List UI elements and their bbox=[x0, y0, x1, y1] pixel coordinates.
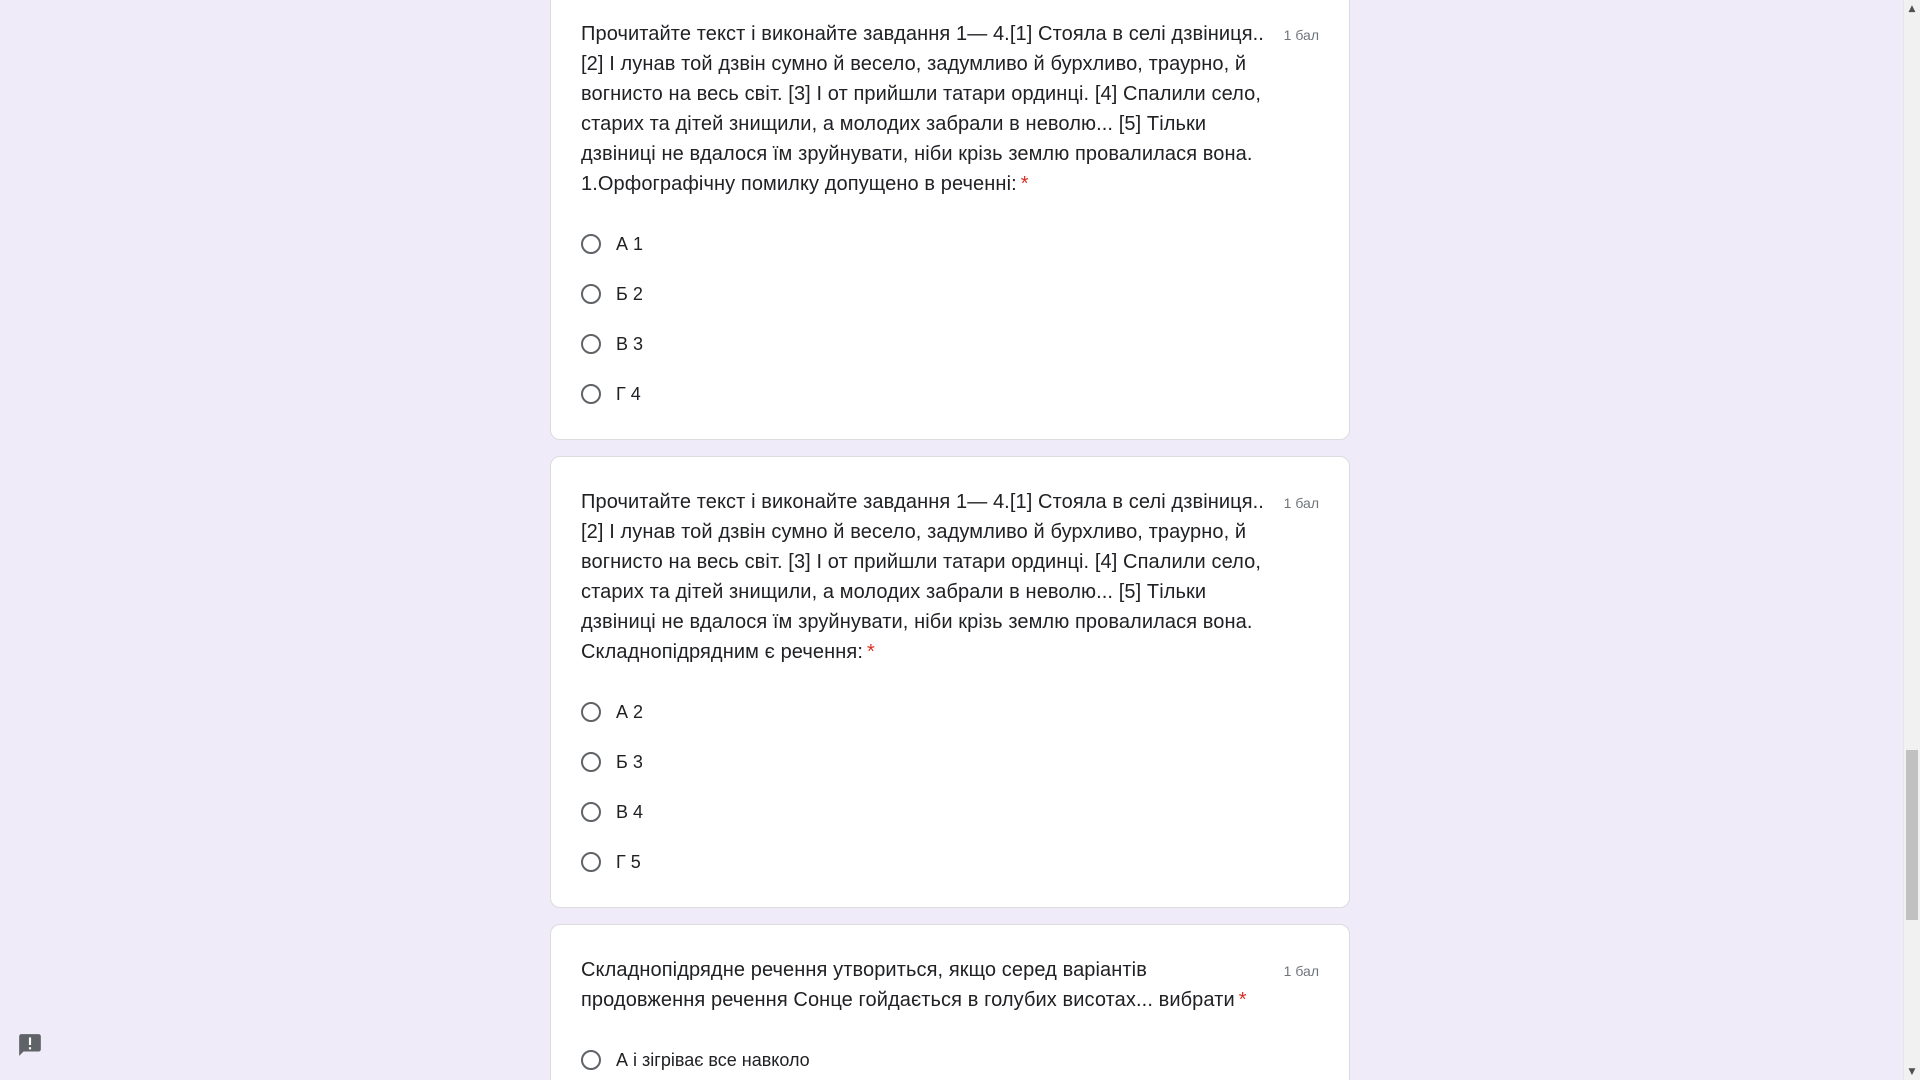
required-asterisk: * bbox=[1238, 989, 1247, 1011]
feedback-icon bbox=[17, 1032, 43, 1058]
option-label: Г 5 bbox=[616, 851, 641, 872]
scroll-up-arrow-icon[interactable]: ▲ bbox=[1908, 3, 1916, 14]
option-label: Г 4 bbox=[616, 383, 641, 404]
options-group bbox=[581, 687, 1319, 887]
question-card-1 bbox=[550, 0, 1350, 440]
required-asterisk: * bbox=[1020, 173, 1029, 195]
radio-option[interactable] bbox=[581, 369, 1319, 419]
question-title bbox=[581, 955, 1271, 1015]
question-text: Складнопідрядне речення утвориться, якщо серед варіантів продовження речення Сонце гойдається в голубих висотах... вибрати bbox=[581, 959, 1235, 1011]
question-header bbox=[581, 955, 1319, 1015]
radio-button[interactable] bbox=[581, 284, 601, 304]
question-card-2 bbox=[550, 456, 1350, 908]
radio-option[interactable] bbox=[581, 319, 1319, 369]
options-group bbox=[581, 219, 1319, 419]
option-label: А і зігріває все навколо bbox=[616, 1049, 810, 1070]
radio-button[interactable] bbox=[581, 234, 601, 254]
question-card-3 bbox=[550, 924, 1350, 1080]
scroll-down-arrow-icon[interactable]: ▼ bbox=[1908, 1066, 1916, 1077]
question-text: Прочитайте текст і виконайте завдання 1— 4.[1] Стояла в селі дзвіниця.. [2] І лунав той дзвін сумно й весело, задумливо й бурхливо, траурно, й вогнисто на весь світ. [3] І от прийшли татари ординці. [4] Спалили село, старих та дітей знищили, а молодих забрали в неволю... [5] Тільки дзвіниці не вдалося їм зруйнувати, ніби крізь землю провалилася вона. 1.Орфографічну помилку допущено в реченні: bbox=[581, 23, 1264, 195]
question-title bbox=[581, 19, 1271, 199]
points-label: 1 бал bbox=[1283, 27, 1319, 43]
radio-button[interactable] bbox=[581, 752, 601, 772]
points-label: 1 бал bbox=[1283, 963, 1319, 979]
radio-button[interactable] bbox=[581, 384, 601, 404]
option-label: В 4 bbox=[616, 801, 644, 822]
radio-button[interactable] bbox=[581, 802, 601, 822]
question-text: Прочитайте текст і виконайте завдання 1— 4.[1] Стояла в селі дзвіниця.. [2] І лунав той дзвін сумно й весело, задумливо й бурхливо, траурно, й вогнисто на весь світ. [3] І от прийшли татари ординці. [4] Спалили село, старих та дітей знищили, а молодих забрали в неволю... [5] Тільки дзвіниці не вдалося їм зруйнувати, ніби крізь землю провалилася вона. Складнопідрядним є речення: bbox=[581, 491, 1264, 663]
radio-option[interactable] bbox=[581, 219, 1319, 269]
vertical-scrollbar[interactable] bbox=[1903, 0, 1920, 1080]
option-label: Б 2 bbox=[616, 283, 643, 304]
radio-option[interactable] bbox=[581, 687, 1319, 737]
radio-button[interactable] bbox=[581, 334, 601, 354]
options-group bbox=[581, 1035, 1319, 1080]
question-header bbox=[581, 19, 1319, 199]
radio-option[interactable] bbox=[581, 737, 1319, 787]
question-title bbox=[581, 487, 1271, 667]
points-label: 1 бал bbox=[1283, 495, 1319, 511]
form-column bbox=[550, 0, 1350, 1080]
radio-button[interactable] bbox=[581, 702, 601, 722]
option-label: Б 3 bbox=[616, 751, 643, 772]
radio-option[interactable] bbox=[581, 837, 1319, 887]
option-label: А 1 bbox=[616, 233, 644, 254]
radio-button[interactable] bbox=[581, 852, 601, 872]
question-header bbox=[581, 487, 1319, 667]
radio-option[interactable] bbox=[581, 269, 1319, 319]
required-asterisk: * bbox=[866, 641, 875, 663]
radio-option[interactable] bbox=[581, 1035, 1319, 1080]
report-feedback-button[interactable] bbox=[16, 1031, 44, 1059]
option-label: А 2 bbox=[616, 701, 644, 722]
option-label: В 3 bbox=[616, 333, 644, 354]
scrollbar-thumb[interactable] bbox=[1906, 750, 1918, 920]
radio-option[interactable] bbox=[581, 787, 1319, 837]
radio-button[interactable] bbox=[581, 1050, 601, 1070]
